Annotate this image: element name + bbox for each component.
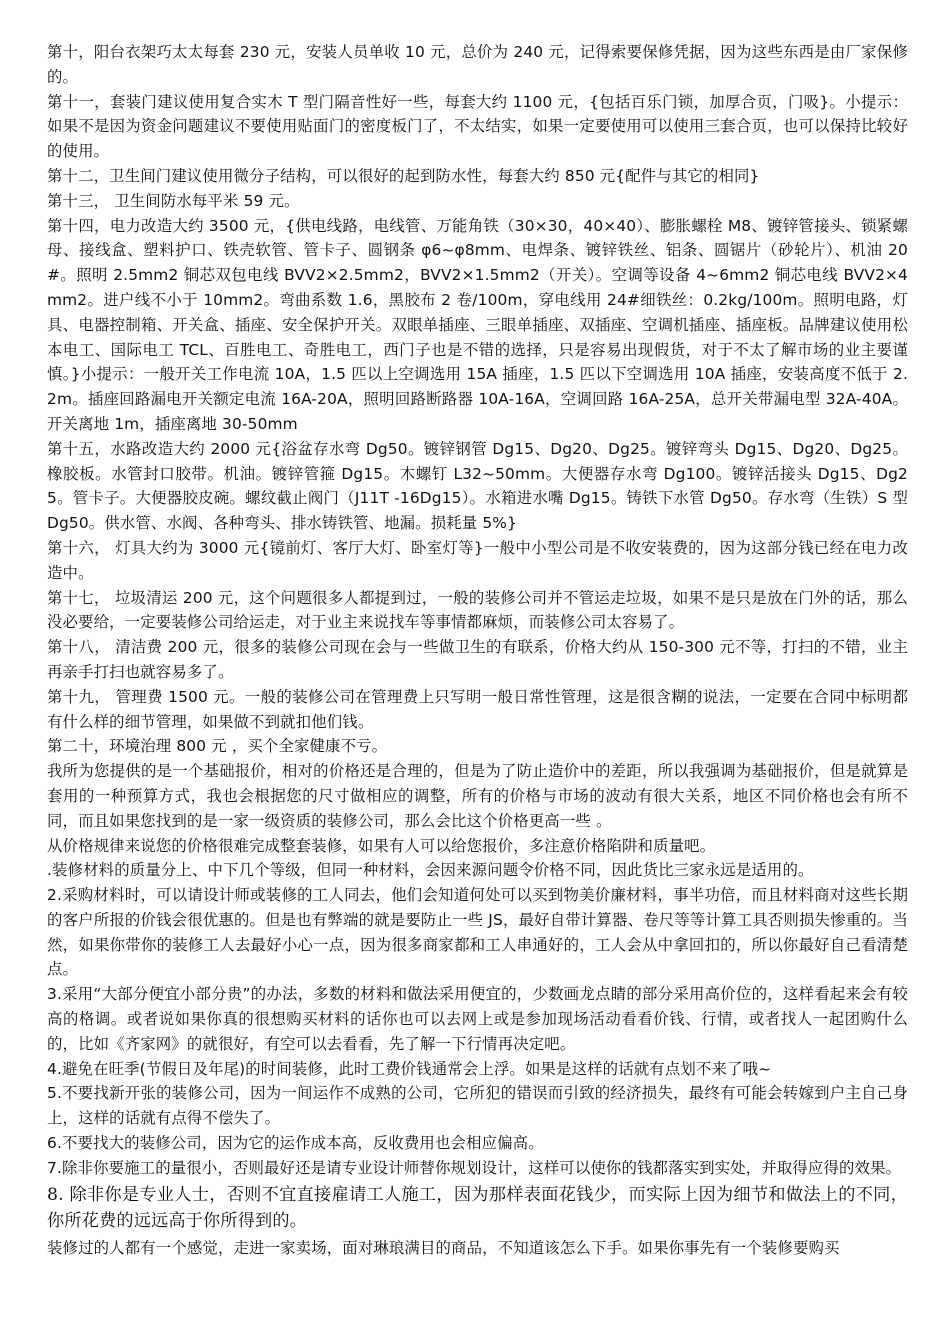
tip-item-2: 2.采购材料时，可以请设计师或装修的工人同去，他们会知道何处可以买到物美价廉材料，事半功倍，而且材料商对这些长期的客户所报的价钱会很优惠的。但是也有弊端的就是要防止一些 JS，最好自带计算器、卷尺等等计算工具否则损失惨重的。当然，如果你带你的装修工人去最好小心一点，因为很多商家都和工人串通好的，工人会从中拿回扣的，所以你最好自己看清楚点。 [47, 886, 908, 979]
paragraph-item-13: 第十三， 卫生间防水每平米 59 元。 [47, 191, 300, 210]
paragraph-item-20: 第二十，环境治理 800 元 ，买个全家健康不亏。 [47, 737, 388, 756]
tip-item-6: 6.不要找大的装修公司，因为它的运作成本高，反收费用也会相应偏高。 [47, 1134, 544, 1153]
paragraph-item-11: 第十一，套装门建议使用复合实木 T 型门隔音性好一些，每套大约 1100 元，{包括百乐门锁，加厚合页，门吸}。小提示：如果不是因为资金问题建议不要使用贴面门的密度板门了，不太结实，如果一定要使用可以使用三套合页，也可以保持比较好的使用。 [47, 92, 908, 161]
paragraph-item-18: 第十八， 清洁费 200 元，很多的装修公司现在会与一些做卫生的有联系，价格大约从 150-300 元不等，打扫的不错，业主再亲手打扫也就容易多了。 [47, 638, 908, 681]
paragraph-item-17: 第十七， 垃圾清运 200 元，这个问题很多人都提到过，一般的装修公司并不管运走垃圾，如果不是只是放在门外的话，那么没必要给，一定要装修公司给运走，对于业主来说找车等事情都麻烦，而装修公司太容易了。 [47, 588, 908, 632]
tip-item-3: 3.采用“大部分便宜小部分贵”的办法，多数的材料和做法采用便宜的，少数画龙点睛的部分采用高价位的，这样看起来会有较高的格调。或者说如果你真的很想购买材料的话你也可以去网上或是参加现场活动看看价钱、行情，或者找人一起团购什么的，比如《齐家网》的就很好，有空可以去看看，先了解一下行情再决定吧。 [47, 985, 908, 1053]
paragraph-item-15: 第十五，水路改造大约 2000 元{浴盆存水弯 Dg50。镀锌钢管 Dg15、Dg20、Dg25。镀锌弯头 Dg15、Dg20、Dg25。橡胶板。水管封口胶带。机油。镀锌管箍 Dg15。木螺钉 L32~50mm。大便器存水弯 Dg100。镀锌活接头 Dg15、Dg25。管卡子。大便器胶皮碗。螺纹截止阀门（J11T -16Dg15）。水箱进水嘴 Dg15。铸铁下水管 Dg50。存水弯（生铁）S 型 Dg50。供水管、水阀、各种弯头、排水铸铁管、地漏。损耗量 5%} [47, 439, 908, 533]
paragraph-item-12: 第十二，卫生间门建议使用微分子结构，可以很好的起到防水性，每套大约 850 元{配件与其它的相同} [47, 166, 760, 185]
tip-item-7: 7.除非你要施工的量很小，否则最好还是请专业设计师替你规划设计，这样可以使你的钱都落实到实处，并取得应得的效果。 [47, 1158, 902, 1177]
tip-item-4: 4.避免在旺季(节假日及年尾)的时间装修，此时工费价钱通常会上浮。如果是这样的话就有点划不来了哦~ [47, 1059, 772, 1078]
paragraph-summary: 我所为您提供的是一个基础报价，相对的价格还是合理的，但是为了防止造价中的差距，所以我强调为基础报价，但是就算是套用的一种预算方式，我也会根据您的尺寸做相应的调整，所有的价格与市场的波动有很大关系，地区不同价格也会有所不同，而且如果您找到的是一家一级资质的装修公司，那么会比这个价格更高一些 。 [47, 762, 908, 830]
tip-item-8: 8. 除非你是专业人士，否则不宜直接雇请工人施工，因为那样表面花钱少，而实际上因为细节和做法上的不同，你所花费的远远高于你所得到的。 [47, 1184, 908, 1232]
paragraph-item-14: 第十四，电力改造大约 3500 元，{供电线路，电线管、万能角铁（30×30，40×40）、膨胀螺栓 M8、镀锌管接头、锁紧螺母、接线盒、塑料护口、铁壳软管、管卡子、圆钢条 φ6~φ8mm、电焊条、镀锌铁丝、铝条、圆锯片（砂轮片）、机油 20#。照明 2.5mm2 铜芯双包电线 BVV2×2.5mm2，BVV2×1.5mm2（开关）。空调等设备 4~6mm2 铜芯电线 BVV2×4mm2。进户线不小于 10mm2。弯曲系数 1.6，黑胶布 2 卷/100m，穿电线用 24#细铁丝：0.2kg/100m。照明电路，灯具、电器控制箱、开关盒、插座、安全保护开关。双眼单插座、三眼单插座、双插座、空调机插座、插座板。品牌建议使用松本电工、国际电工 TCL、百胜电工、奇胜电工，西门子也是不错的选择，只是容易出现假货，对于不太了解市场的业主要谨慎。}小提示：一般开关工作电流 10A，1.5 匹以上空调选用 15A 插座，1.5 匹以下空调选用 10A 插座，安装高度不低于 2.2m。插座回路漏电开关额定电流 16A-20A，照明回路断路器 10A-16A，空调回路 16A-25A，总开关带漏电型 32A-40A。开关离地 1m，插座离地 30-50mm [47, 216, 908, 433]
tip-item-1: .装修材料的质量分上、中下几个等级，但同一种材料，会因来源问题令价格不同，因此货比三家永远是适用的。 [47, 861, 814, 880]
paragraph-item-10: 第十，阳台衣架巧太太每套 230 元，安装人员单收 10 元，总价为 240 元，记得索要保修凭据，因为这些东西是由厂家保修的。 [47, 43, 908, 86]
paragraph-price-note: 从价格规律来说您的价格很难完成整套装修，如果有人可以给您报价，多注意价格陷阱和质量吧。 [47, 836, 716, 855]
tip-item-5: 5.不要找新开张的装修公司，因为一间运作不成熟的公司，它所犯的错误而引致的经济损失，最终有可能会转嫁到户主自己身上，这样的话就有点得不偿失了。 [47, 1084, 908, 1128]
paragraph-item-16: 第十六， 灯具大约为 3000 元{镜前灯、客厅大灯、卧室灯等}一般中小型公司是不收安装费的，因为这部分钱已经在电力改造中。 [47, 538, 908, 582]
paragraph-closing: 装修过的人都有一个感觉，走进一家卖场，面对琳琅满目的商品，不知道该怎么下手。如果你事先有一个装修要购买 [47, 1238, 840, 1257]
paragraph-item-19: 第十九， 管理费 1500 元。一般的装修公司在管理费上只写明一般日常性管理，这是很含糊的说法，一定要在合同中标明都有什么样的细节管理，如果做不到就扣他们钱。 [47, 687, 908, 731]
